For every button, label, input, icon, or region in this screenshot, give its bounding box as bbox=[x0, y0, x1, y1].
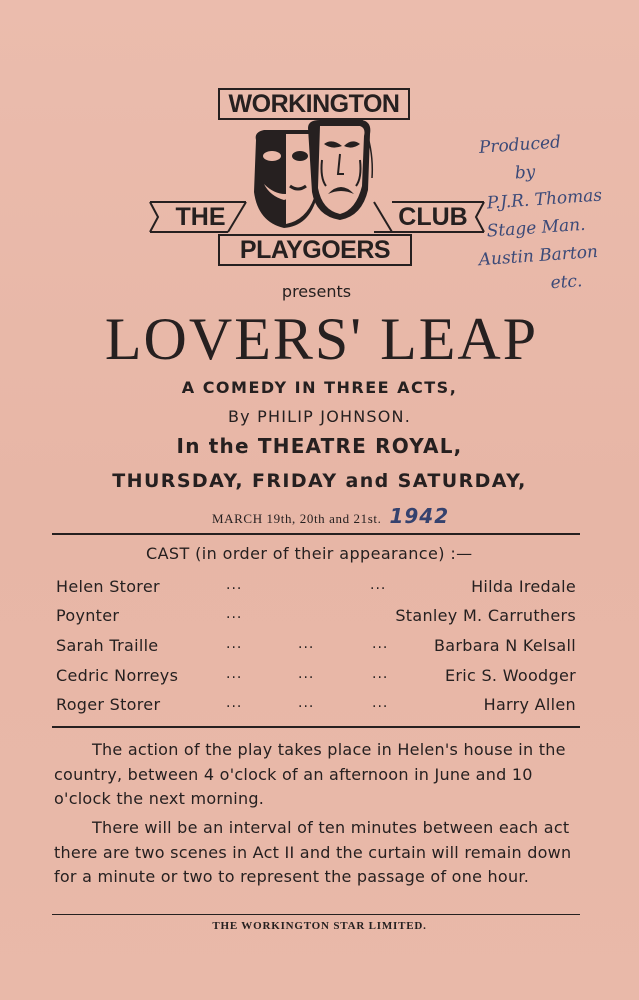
note-line: P.J.R. Thomas bbox=[486, 185, 603, 214]
logo-the: THE bbox=[175, 203, 226, 231]
play-subtitle: A COMEDY IN THREE ACTS, bbox=[181, 378, 458, 397]
cast-actor: Barbara N Kelsall bbox=[434, 636, 576, 655]
cast-role: Helen Storer bbox=[56, 577, 160, 596]
leader-dots: ... bbox=[226, 695, 243, 711]
cast-actor: Stanley M. Carruthers bbox=[395, 606, 576, 625]
interval-paragraph bbox=[54, 816, 578, 890]
divider-top bbox=[52, 533, 580, 535]
cast-row bbox=[56, 577, 576, 601]
cast-role: Roger Storer bbox=[56, 695, 161, 714]
cast-role: Poynter bbox=[56, 606, 120, 625]
divider-middle bbox=[52, 726, 580, 728]
leader-dots: ... bbox=[298, 636, 315, 652]
divider-bottom bbox=[52, 914, 580, 915]
leader-dots: ... bbox=[298, 666, 315, 682]
leader-dots: ... bbox=[226, 577, 243, 593]
logo-club: CLUB bbox=[398, 203, 468, 231]
cast-actor: Harry Allen bbox=[483, 695, 576, 714]
play-title: LOVERS' LEAP bbox=[104, 306, 539, 372]
leader-dots: ... bbox=[298, 695, 315, 711]
printer-credit: THE WORKINGTON STAR LIMITED. bbox=[212, 920, 427, 932]
venue: In the THEATRE ROYAL, bbox=[176, 434, 463, 458]
play-author: By PHILIP JOHNSON. bbox=[227, 407, 411, 426]
note-line: Produced bbox=[478, 132, 562, 158]
cast-row bbox=[56, 636, 576, 660]
interval-text: There will be an interval of ten minutes between each act there are two scenes in Act II and the curtain will remain down for a minute or two to represent the passage of one hour. bbox=[54, 818, 572, 886]
cast-row bbox=[56, 695, 576, 719]
performance-days: THURSDAY, FRIDAY and SATURDAY, bbox=[112, 470, 527, 492]
cast-role: Sarah Traille bbox=[56, 636, 159, 655]
dates-text: MARCH 19th, 20th and 21st. bbox=[212, 511, 382, 526]
performance-dates bbox=[212, 504, 512, 528]
note-line: Stage Man. bbox=[486, 214, 587, 242]
cast-actor: Eric S. Woodger bbox=[444, 666, 576, 685]
cast-row bbox=[56, 666, 576, 690]
leader-dots: ... bbox=[370, 577, 387, 593]
cast-heading: CAST (in order of their appearance) :— bbox=[146, 544, 473, 563]
note-line: by bbox=[514, 162, 536, 184]
cast-actor: Hilda Iredale bbox=[471, 577, 576, 596]
logo-workington: WORKINGTON bbox=[218, 88, 410, 120]
leader-dots: ... bbox=[226, 666, 243, 682]
handwritten-production-note bbox=[478, 123, 639, 302]
cast-role: Cedric Norreys bbox=[56, 666, 179, 685]
note-line: etc. bbox=[549, 271, 584, 294]
leader-dots: ... bbox=[226, 606, 243, 622]
leader-dots: ... bbox=[372, 636, 389, 652]
handwritten-year: 1942 bbox=[389, 504, 450, 528]
leader-dots: ... bbox=[372, 695, 389, 711]
cast-row bbox=[56, 606, 576, 630]
note-line: Austin Barton bbox=[478, 241, 599, 271]
playgoers-club-logo bbox=[148, 88, 488, 270]
presents-text: presents bbox=[281, 282, 352, 301]
leader-dots: ... bbox=[372, 666, 389, 682]
logo-playgoers: PLAYGOERS bbox=[218, 234, 412, 266]
leader-dots: ... bbox=[226, 636, 243, 652]
action-paragraph bbox=[54, 738, 578, 812]
action-text: The action of the play takes place in Helen's house in the country, between 4 o'clock of an afternoon in June and 10 o'clock the next morning. bbox=[54, 740, 566, 808]
